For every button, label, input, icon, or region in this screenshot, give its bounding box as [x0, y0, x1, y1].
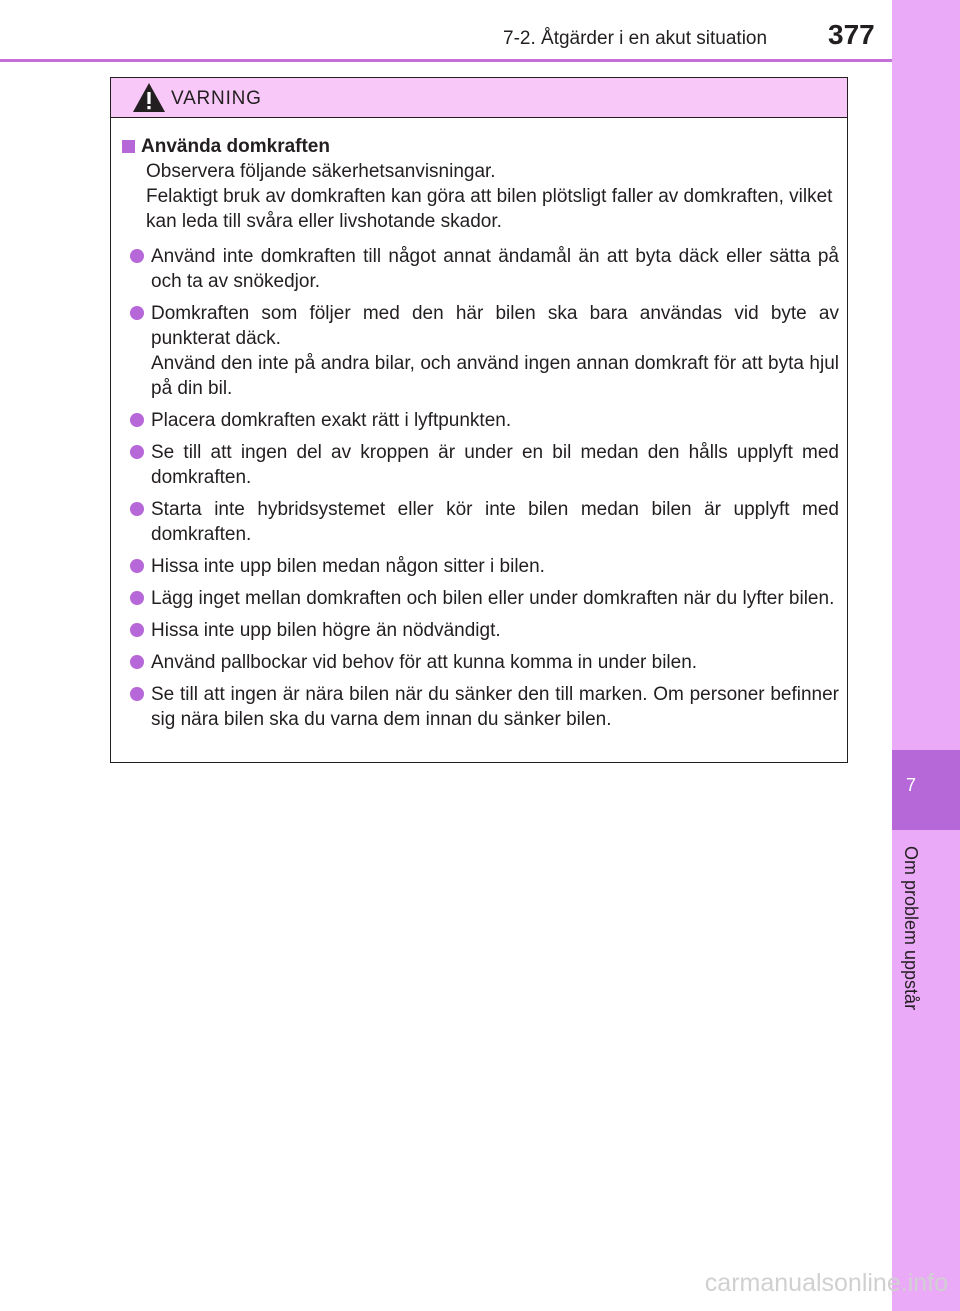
bullet-dot-icon: [130, 502, 144, 516]
bullet-paragraph: Använd den inte på andra bilar, och använd ingen annan domkraft för att byta hjul på din bil.: [151, 353, 839, 399]
safety-bullet: [121, 618, 839, 643]
intro-line: Felaktigt bruk av domkraften kan göra att bilen plötsligt faller av domkraften, vilket kan leda till svåra eller livshotande skador.: [146, 186, 833, 232]
bullet-text: [151, 682, 839, 732]
bullet-dot-icon: [130, 306, 144, 320]
chapter-title: Om problem uppstår: [901, 846, 921, 1011]
warning-title: VARNING: [171, 88, 262, 109]
warning-section-heading: [121, 134, 839, 159]
bullet-text: [151, 301, 839, 401]
warning-box: [110, 77, 848, 763]
safety-bullet: [121, 586, 839, 611]
safety-bullet: [121, 682, 839, 732]
bullet-dot-icon: [130, 655, 144, 669]
bullet-paragraph: Hissa inte upp bilen medan någon sitter i bilen.: [151, 556, 545, 577]
bullet-paragraph: Använd inte domkraften till något annat ändamål än att byta däck eller sätta på och ta av snökedjor.: [151, 246, 839, 292]
bullet-text: [151, 586, 839, 611]
safety-bullet: [121, 497, 839, 547]
safety-bullet: [121, 244, 839, 294]
header-divider: [0, 59, 892, 62]
section-title: 7-2. Åtgärder i en akut situation: [503, 28, 768, 49]
bullet-text: [151, 618, 839, 643]
warning-body: [111, 118, 847, 732]
safety-bullet-list: [121, 244, 839, 732]
bullet-dot-icon: [130, 413, 144, 427]
bullet-paragraph: Hissa inte upp bilen högre än nödvändigt.: [151, 620, 501, 641]
intro-line: Observera följande säkerhetsanvisningar.: [146, 161, 496, 182]
warning-section-title: Använda domkraften: [141, 136, 330, 157]
bullet-dot-icon: [130, 623, 144, 637]
bullet-dot-icon: [130, 591, 144, 605]
bullet-dot-icon: [130, 249, 144, 263]
bullet-paragraph: Placera domkraften exakt rätt i lyftpunkten.: [151, 410, 512, 431]
bullet-dot-icon: [130, 687, 144, 701]
chapter-number: 7: [905, 775, 916, 795]
bullet-text: [151, 497, 839, 547]
warning-intro: [146, 159, 839, 234]
square-bullet-icon: [122, 140, 135, 153]
bullet-text: [151, 554, 839, 579]
warning-header: [111, 78, 847, 118]
bullet-paragraph: Använd pallbockar vid behov för att kunna komma in under bilen.: [151, 652, 698, 673]
safety-bullet: [121, 440, 839, 490]
bullet-text: [151, 244, 839, 294]
bullet-text: [151, 650, 839, 675]
bullet-paragraph: Se till att ingen del av kroppen är under en bil medan den hålls upplyft med domkraften.: [151, 442, 839, 488]
bullet-text: [151, 408, 839, 433]
bullet-text: [151, 440, 839, 490]
safety-bullet: [121, 650, 839, 675]
site-watermark: carmanualsonline.info: [704, 1269, 948, 1297]
bullet-dot-icon: [130, 445, 144, 459]
bullet-paragraph: Se till att ingen är nära bilen när du sänker den till marken. Om personer befinner sig nära bilen ska du varna dem innan du sänker bilen.: [151, 684, 839, 730]
bullet-paragraph: Lägg inget mellan domkraften och bilen eller under domkraften när du lyfter bilen.: [151, 588, 835, 609]
safety-bullet: [121, 301, 839, 401]
bullet-paragraph: Starta inte hybridsystemet eller kör inte bilen medan bilen är upplyft med domkraften.: [151, 499, 839, 545]
bullet-paragraph: Domkraften som följer med den här bilen ska bara användas vid byte av punkterat däck.: [151, 303, 839, 349]
bullet-dot-icon: [130, 559, 144, 573]
safety-bullet: [121, 408, 839, 433]
safety-bullet: [121, 554, 839, 579]
chapter-side-tab: [892, 0, 960, 1311]
warning-triangle-icon: [131, 82, 167, 114]
page-number: 377: [828, 19, 875, 50]
